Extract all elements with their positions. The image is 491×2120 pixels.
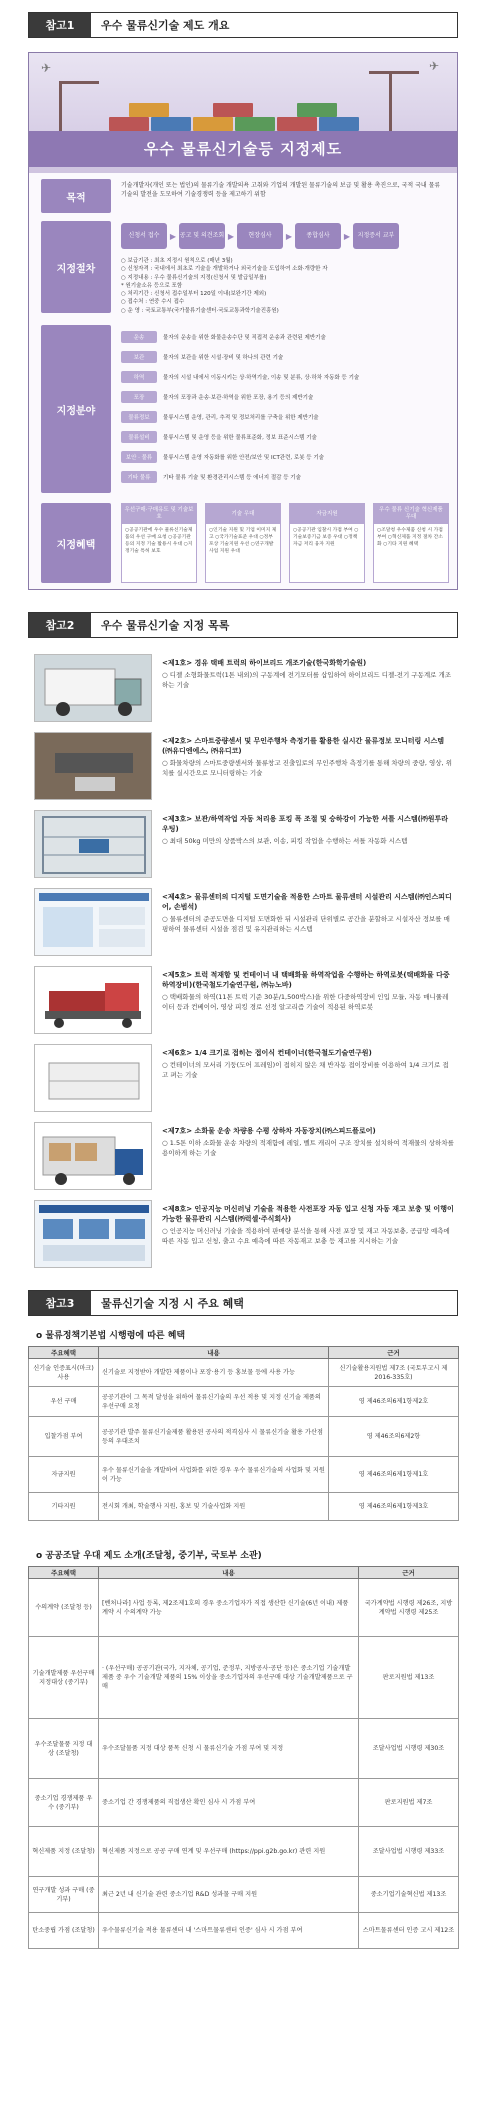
crane-arm xyxy=(369,71,419,74)
table-row xyxy=(29,1913,459,1949)
table-cell: 우수 물류신기술을 개발하여 사업화를 위한 경우 우수 물류신기술의 사업화 및 지원이 가능 xyxy=(99,1457,329,1493)
field-desc: 물자의 보관을 위한 시설·장비 및 하나의 관련 기술 xyxy=(163,354,284,361)
table-cell: 중소기업 경쟁제품 우수 (중기부) xyxy=(29,1779,99,1827)
table-cell: 우수조달물품 지정 대상 (조달청) xyxy=(29,1719,99,1779)
field-desc: 물류시스템 운영 자동화를 위한 안전/보안 및 ICT관련, 로봇 등 기술 xyxy=(163,454,324,461)
field-tag: 보안 · 물류 xyxy=(121,451,157,463)
procedure-line: * 원기술소유 등으로 포함 xyxy=(121,282,183,289)
item-desc: ○ 화물차량의 스마트중량센서와 물류창고 진출입로의 무인주행차 측정기를 통해 차량의 중량, 영상, 위치를 실시간으로 모니터링하는 기술 xyxy=(162,759,452,777)
item-title: <제8호> 인공지능 머신러닝 기술을 적용한 사전포장 자동 입고 신청 자동 재고 보충 및 이행이 가능한 물류관리 시스템(㈜럭셀·주식회사) xyxy=(162,1205,454,1223)
table-cell: 혁신제품 지정 (조달청) xyxy=(29,1827,99,1877)
benefit-body: ○공공기관에 우수 물류신기술제품의 우선 구매 요청 ○공공기관 등의 지정 기술 활용시 우대 ○지정기술 특허 보호 xyxy=(125,528,193,554)
field-desc: 물자의 시설 내에서 이동시키는 상·하역기술, 이송 및 분류, 상·하차 자동화 등 기술 xyxy=(163,374,360,381)
section1-tag: 참고1 xyxy=(29,13,91,37)
procedure-steps xyxy=(121,221,451,251)
table-cell: 스마트물류센터 인증 고시 제12조 xyxy=(359,1913,459,1949)
arrow-right-icon: ▶ xyxy=(343,231,351,241)
purpose-label: 목적 xyxy=(41,179,111,213)
table-cell: 국가계약법 시행령 제26조, 지방계약법 시행령 제25조 xyxy=(359,1579,459,1637)
table-header: 내용 xyxy=(99,1567,359,1579)
field-row xyxy=(121,429,451,444)
item-title: <제2호> 스마트중량센서 및 무인주행차 측정기를 활용한 실시간 물류정보 모니터링 시스템(㈜유디엔에스, ㈜유디코) xyxy=(162,737,444,755)
benefit-head: 기술 우대 xyxy=(206,504,280,524)
item-desc: ○ 최대 50kg 미만의 상품박스의 보관, 이송, 피킹 작업을 수행하는 셔틀 자동화 시스템 xyxy=(162,837,408,845)
folding-container-photo xyxy=(34,1044,152,1112)
field-row xyxy=(121,329,451,344)
field-tag: 보관 xyxy=(121,351,157,363)
banner xyxy=(29,53,457,173)
field-tag: 운송 xyxy=(121,331,157,343)
benefit-body: ○인기술 지원 및 기업 이미지 제고 ○국가기술표준 우대 ○정부포상 기술지원 우선 ○연구개발 사업 지원 우대 xyxy=(209,528,277,554)
table-header: 주요혜택 xyxy=(29,1567,99,1579)
section3-title: 물류신기술 지정 시 주요 혜택 xyxy=(101,1297,244,1310)
table-cell: 공공기관이 그 목적 달성을 위하여 물류신기술의 우선 적용 및 지정 신기술 제품의 우선구매 요청 xyxy=(99,1387,329,1417)
table-row xyxy=(29,1637,459,1719)
item-desc: ○ 1.5톤 이하 소화물 운송 차량의 적재함에 레일, 벨트 캐리어 구조 장치를 설치하여 적재물의 상하차를 용이하게 하는 기술 xyxy=(162,1139,454,1157)
table-header: 주요혜택 xyxy=(29,1347,99,1359)
table-row xyxy=(29,1457,459,1493)
field-tag: 하역 xyxy=(121,371,157,383)
table-row xyxy=(29,1387,459,1417)
tech-item-2 xyxy=(28,728,458,804)
benefit-card xyxy=(373,503,449,583)
section2-title: 우수 물류신기술 지정 목록 xyxy=(101,619,230,632)
table-cell: 혁신제품 지정으로 공공 구매 연계 및 우선구매 (https://ppi.g2b.go.kr) 관련 지원 xyxy=(99,1827,359,1877)
sensor-photo xyxy=(34,732,152,800)
table-cell: 입찰가점 부여 xyxy=(29,1417,99,1457)
tech-item-6 xyxy=(28,1040,458,1116)
container-illustration xyxy=(277,117,317,131)
arrow-right-icon: ▶ xyxy=(285,231,293,241)
banner-title: 우수 물류신기술등 지정제도 xyxy=(143,140,343,158)
table-cell: 최근 2년 내 신기술 관련 중소기업 R&D 성과물 구매 지원 xyxy=(99,1877,359,1913)
container-illustration xyxy=(319,117,359,131)
table-cell: 조달사업법 시행령 제33조 xyxy=(359,1827,459,1877)
tech-item-5 xyxy=(28,962,458,1038)
table-row xyxy=(29,1877,459,1913)
field-row xyxy=(121,469,451,484)
item-title: <제1호> 경유 택배 트럭의 하이브리드 개조기술(한국화학기술원) xyxy=(162,659,367,667)
step-3: 현장심사 xyxy=(237,223,283,249)
table-cell: 기타지원 xyxy=(29,1493,99,1521)
section1-header xyxy=(28,12,458,38)
banner-title-bar xyxy=(29,131,457,167)
table-cell: 우선 구매 xyxy=(29,1387,99,1417)
table-cell: 영 제46조의6제1항제1호 xyxy=(329,1457,459,1493)
benefit-body: ○공공기관 입찰시 가점 부여 ○기술보증기금 보증 우대 ○정책자금 저리 융자 지원 xyxy=(293,528,359,547)
field-tag: 포장 xyxy=(121,391,157,403)
airplane-icon: ✈ xyxy=(41,61,52,75)
airplane-icon: ✈ xyxy=(428,59,439,73)
table-row xyxy=(29,1779,459,1827)
field-desc: 물자의 포장과 운송·보관·하역을 위한 포장, 용기 등의 제반기술 xyxy=(163,394,314,401)
system-overview-panel xyxy=(28,52,458,590)
item-desc: ○ 택배화물의 하역(11톤 트럭 기준 30분/1,500박스)을 위한 다중하역장비 인입 모듈, 자동 매니퓰레이터 등과 컨베이어, 영상 피킹 경로 선정 알고리즘 기술이 적용된 하역로봇 xyxy=(162,993,449,1011)
table-cell: 조달사업법 시행령 제30조 xyxy=(359,1719,459,1779)
field-tag: 물류설비 xyxy=(121,431,157,443)
table-row xyxy=(29,1719,459,1779)
item-title: <제4호> 물류센터의 디지털 도면기술을 적용한 스마트 물류센터 시설관리 시스템(㈜인스피디어, 손범석) xyxy=(162,893,452,911)
item-title: <제7호> 소화물 운송 차량용 수평 상하차 자동장치(㈜스피드플로어) xyxy=(162,1127,376,1135)
benefit-head: 우선구매·구매유도 및 기술보호 xyxy=(122,504,196,524)
table-row xyxy=(29,1493,459,1521)
tech-item-1 xyxy=(28,650,458,726)
section3-header xyxy=(28,1290,458,1316)
tech-item-3 xyxy=(28,806,458,882)
procedure-line: ○ 보급기관 : 최초 지정시 원칙으로 (매년 3월) xyxy=(121,258,233,264)
tech-item-4 xyxy=(28,884,458,960)
truck-photo xyxy=(34,654,152,722)
step-5: 지정증서 교부 xyxy=(353,223,399,249)
item-title: <제5호> 트럭 적재함 및 컨테이너 내 택배화물 하역작업을 수행하는 하역로봇(택배화물 다중하역장비)(한국철도기술연구원, ㈜뉴노바) xyxy=(162,971,450,989)
unloading-robot-photo xyxy=(34,966,152,1034)
field-row xyxy=(121,449,451,464)
benefits-table-1 xyxy=(28,1346,459,1521)
field-row xyxy=(121,349,451,364)
container-illustration xyxy=(297,103,337,117)
benefit-body: ○조달청 우수제품 신청 시 가점 부여 ○혁신제품 지정 절차 간소화 ○기타 지원 혜택 xyxy=(377,528,443,547)
table-cell: 판로지원법 제7조 xyxy=(359,1779,459,1827)
item-desc: ○ 물류센터의 준공도면을 디지털 도면화한 뒤 시설관리 단위별로 공간을 분할하고 시설자산 정보를 매핑하여 물류센터 시설을 점검 및 유지관리하는 시스템 xyxy=(162,915,450,933)
container-illustration xyxy=(109,117,149,131)
section2-tag: 참고2 xyxy=(29,613,91,637)
table-cell: 자금지원 xyxy=(29,1457,99,1493)
field-row xyxy=(121,369,451,384)
item-desc: ○ 디젤 소형화물트럭(1톤 내외)의 구동계에 전기모터를 삽입하여 하이브리드 디젤-전기 구동계로 개조하는 기술 xyxy=(162,671,452,689)
section2-header xyxy=(28,612,458,638)
table-cell: · (우선구매) 공공기관(국가, 지자체, 공기업, 준정부, 지방공사·공단 등)은 중소기업 기술개발제품 중 우수 기술개발 제품의 15% 이상을 중소기업자의 우선구매 대상 기술개발제품으로 구매 xyxy=(99,1637,359,1719)
subsection2-heading: o 공공조달 우대 제도 소개(조달청, 중기부, 국토부 소관) xyxy=(36,1551,262,1561)
table-cell: 신기술활용지원법 제7조 (국토부고시 제2016-335호) xyxy=(329,1359,459,1387)
table-row xyxy=(29,1417,459,1457)
table-header: 근거 xyxy=(329,1347,459,1359)
floor-conveyor-truck-photo xyxy=(34,1122,152,1190)
table-cell: 신기술로 지정받아 개발한 제품이나 포장·용기 등 홍보물 등에 사용 가능 xyxy=(99,1359,329,1387)
arrow-right-icon: ▶ xyxy=(169,231,177,241)
field-row xyxy=(121,389,451,404)
container-illustration xyxy=(129,103,169,117)
tech-item-7 xyxy=(28,1118,458,1194)
item-desc: ○ 컨테이너의 모서리 기둥(도어 프레임)이 접히지 않은 채 반자동 접이장비를 이용하여 1/4 크기로 접고 펴는 기술 xyxy=(162,1061,449,1079)
table-cell: 중소기업 간 경쟁제품의 직접생산 확인 심사 시 가점 부여 xyxy=(99,1779,359,1827)
table-cell: 중소기업기술혁신법 제13조 xyxy=(359,1877,459,1913)
benefit-head: 자금지원 xyxy=(290,504,364,524)
crane-illustration xyxy=(389,71,392,131)
table-cell: 수의계약 (조달청 등) xyxy=(29,1579,99,1637)
table-cell: 기술개발제품 우선구매 지정대상 (중기부) xyxy=(29,1637,99,1719)
shuttle-photo xyxy=(34,810,152,878)
benefit-card xyxy=(121,503,197,583)
table-cell: [벤처나라] 사업 등록, 제2조제1호의 경우 중소기업자가 직접 생산한 신기술(6년 이내) 제품 계약 시 수의계약 가능 xyxy=(99,1579,359,1637)
table-cell: 영 제46조의6제2항 xyxy=(329,1417,459,1457)
item-title: <제6호> 1/4 크기로 접히는 접이식 컨테이너(한국철도기술연구원) xyxy=(162,1049,372,1057)
fields-label: 지정분야 xyxy=(41,325,111,493)
procedure-line: ○ 처리기간 : 신청서 접수일부터 120일 이내(보완기간 제외) xyxy=(121,291,267,298)
field-desc: 물류시스템 운영, 관리, 추적 및 정보처리를 구축을 위한 제반기술 xyxy=(163,414,319,421)
table-cell: 우수조달물품 지정 대상 품목 신청 시 물류신기술 가점 부여 및 지정 xyxy=(99,1719,359,1779)
benefits-table-2 xyxy=(28,1566,459,1949)
container-illustration xyxy=(151,117,191,131)
table-cell: 판로지원법 제13조 xyxy=(359,1637,459,1719)
table-header: 근거 xyxy=(359,1567,459,1579)
procedure-line: ○ 운 영 : 국토교통부(국가물류기술센터·국토교통과학기술진흥원) xyxy=(121,307,279,314)
step-2: 공고 및 의견조회 xyxy=(179,223,225,249)
field-tag: 물류정보 xyxy=(121,411,157,423)
ai-system-screenshot xyxy=(34,1200,152,1268)
crane-illustration xyxy=(59,81,62,131)
arrow-right-icon: ▶ xyxy=(227,231,235,241)
benefit-head: 우수 물류 신기술 혁신제품 우대 xyxy=(374,504,448,524)
procedure-details xyxy=(121,257,451,315)
table-cell: 신기술 인증표시(마크) 사용 xyxy=(29,1359,99,1387)
table-row xyxy=(29,1827,459,1877)
section3-tag: 참고3 xyxy=(29,1291,91,1315)
table-cell: 탄소중립 가점 (조달청) xyxy=(29,1913,99,1949)
subsection1-heading: o 물류정책기본법 시행령에 따른 혜택 xyxy=(36,1331,186,1341)
item-title: <제3호> 보관/하역작업 자동 처리용 포킹 폭 조절 및 승하강이 가능한 셔틀 시스템(㈜원투라우팅) xyxy=(162,815,449,833)
step-4: 종합심사 xyxy=(295,223,341,249)
table-cell: 전시회 개최, 학술행사 지원, 홍보 및 기술사업화 지원 xyxy=(99,1493,329,1521)
benefit-card xyxy=(205,503,281,583)
field-desc: 물류시스템 및 운영 등을 위한 물류표준화, 정보 표준시스템 기술 xyxy=(163,434,317,441)
step-1: 신청서 접수 xyxy=(121,223,167,249)
facility-system-screenshot xyxy=(34,888,152,956)
table-row xyxy=(29,1579,459,1637)
procedure-line: ○ 신청자격 : 국내에서 최초로 기술을 개발하거나 외국기술을 도입하여 소화·개량한 자 xyxy=(121,266,328,273)
container-illustration xyxy=(213,103,253,117)
table-cell: 영 제46조의6제1항제2호 xyxy=(329,1387,459,1417)
table-row xyxy=(29,1359,459,1387)
field-tag: 기타 물류 xyxy=(121,471,157,483)
item-desc: ○ 인공지능 머신러닝 기술을 적용하여 판매량 분석을 통해 사전 포장 및 재고 자동보충, 공급망 예측에 따른 자동 입고 신청, 출고 수요 예측에 따른 자동재고 보충 등 재고를 지시하는 기술 xyxy=(162,1227,450,1245)
section1-title: 우수 물류신기술 제도 개요 xyxy=(101,19,230,32)
field-desc: 물자의 운송을 위한 화물운송수단 및 직접적 운송과 관련된 제반기술 xyxy=(163,334,326,341)
procedure-label: 지정절차 xyxy=(41,221,111,313)
table-cell: 공공기관 발주 물류신기술제품 활용된 공사의 적격심사 시 물류신기술 활용 가산점 등의 우대조치 xyxy=(99,1417,329,1457)
table-cell: 영 제46조의6제1항제3호 xyxy=(329,1493,459,1521)
purpose-text: 기술개발자(개인 또는 법인)의 물류기술 개발의욕 고취와 기업의 개발된 물류기술의 보급 및 활용 촉진으로, 국적 국내 물류 기술의 발전을 도모하여 기술경쟁력 등을 제고하기 위함 xyxy=(121,182,441,198)
crane-arm xyxy=(59,81,99,84)
container-illustration xyxy=(235,117,275,131)
benefits-label: 지정혜택 xyxy=(41,503,111,583)
container-illustration xyxy=(193,117,233,131)
procedure-line: ○ 지정내용 : 우수 물류신기술의 지정(신청서 및 발급일부를) xyxy=(121,274,267,281)
field-desc: 기타 물류 기술 및 환경관리시스템 등 에너지 절감 등 기술 xyxy=(163,474,301,481)
table-cell: 우수물류신기술 적용 물류센터 내 '스마트물류센터 인증' 심사 시 가점 부여 xyxy=(99,1913,359,1949)
table-cell: 연구개발 성과 구매 (중기부) xyxy=(29,1877,99,1913)
procedure-line: ○ 접수처 : 연중 수시 접수 xyxy=(121,299,185,306)
tech-item-8 xyxy=(28,1196,458,1272)
benefit-card xyxy=(289,503,365,583)
table-header: 내용 xyxy=(99,1347,329,1359)
field-row xyxy=(121,409,451,424)
